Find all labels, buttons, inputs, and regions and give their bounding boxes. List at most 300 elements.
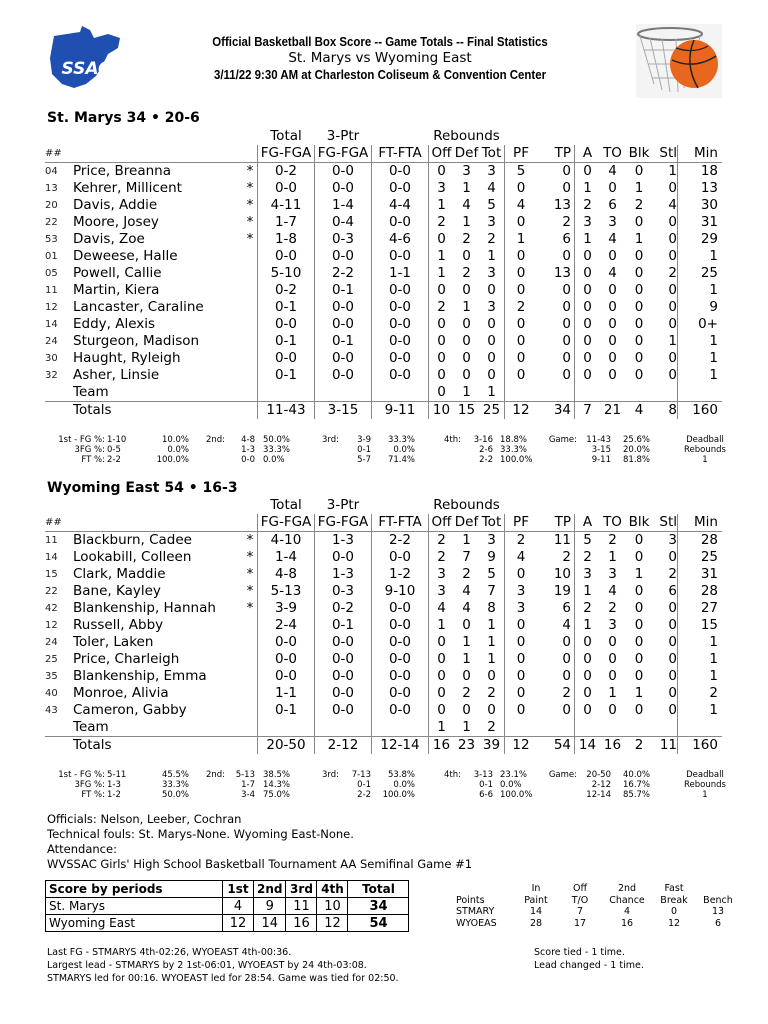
points-cell: 14 [529, 906, 543, 917]
split-value: 0.0% [263, 455, 285, 465]
points-team: STMARY [456, 906, 495, 917]
player-tot: 0 [487, 367, 496, 383]
lead-changes [534, 946, 644, 972]
player-pf: 5 [505, 163, 538, 181]
player-star [243, 299, 258, 316]
player-tp3: 0-0 [315, 668, 372, 685]
player-stl: 0 [668, 549, 677, 565]
player-star [243, 248, 258, 265]
player-name: Davis, Zoe [73, 231, 145, 247]
player-tp3: 0-2 [315, 600, 372, 617]
player-name: Deweese, Halle [73, 248, 178, 264]
player-off: 0 [429, 384, 455, 402]
score-header: 4th [317, 881, 348, 898]
column-group-header [45, 128, 73, 145]
split-value: 6-6 [479, 790, 493, 800]
split-value: 1-10 [107, 435, 127, 445]
split-value: 10.0% [161, 435, 189, 445]
column-header-no: ## [45, 514, 73, 532]
player-off: 2 [429, 532, 455, 550]
player-fg: 0-0 [258, 350, 315, 367]
player-row [45, 685, 722, 702]
player-a: 0 [575, 367, 601, 384]
player-name: Blankenship, Hannah [73, 600, 216, 616]
player-a: 2 [575, 197, 601, 214]
player-pf: 0 [505, 617, 538, 634]
split-value: 0-0 [241, 455, 255, 465]
player-def: 1 [462, 214, 471, 230]
score-header: 1st [223, 881, 254, 898]
totals-tot: 25 [479, 402, 505, 420]
player-blk: 0 [634, 668, 644, 684]
player-pf: 3 [505, 583, 538, 600]
column-header-pf: PF [505, 514, 538, 532]
player-a: 0 [575, 333, 601, 350]
points-cell: 4 [623, 906, 631, 917]
player-tp: 13 [553, 265, 571, 281]
player-def: 0 [462, 617, 471, 633]
player-blk: 0 [634, 282, 644, 298]
player-tp: 0 [562, 634, 571, 650]
box-score-table [45, 128, 722, 419]
totals-min: 160 [678, 402, 723, 420]
split-value: 3-9 [357, 435, 371, 445]
player-ft: 0-0 [372, 651, 429, 668]
totals-no [45, 737, 73, 755]
player-tot: 1 [487, 617, 496, 633]
points-head [696, 883, 740, 895]
player-ft: 0-0 [372, 163, 429, 181]
player-stl: 0 [668, 214, 677, 230]
player-stl: 0 [668, 316, 677, 332]
split-value: 7-13 [351, 770, 371, 780]
player-to [600, 719, 625, 737]
player-a: 1 [575, 180, 601, 197]
column-header-ft: FT-FTA [372, 145, 429, 163]
player-pf: 4 [505, 197, 538, 214]
player-blk: 0 [634, 333, 644, 349]
technical-fouls: Technical fouls: St. Marys-None. Wyoming East-None. [47, 827, 354, 841]
score-total: 54 [348, 915, 409, 932]
player-a: 0 [575, 316, 601, 333]
player-tp: 2 [562, 214, 571, 230]
player-pf [505, 719, 538, 737]
player-fg: 4-10 [258, 532, 315, 550]
report-title: Official Basketball Box Score -- Game Totals -- Final Statistics [212, 34, 548, 49]
player-no: 12 [45, 620, 58, 631]
player-row [45, 265, 722, 282]
totals-off: 10 [429, 402, 455, 420]
split-value: 45.5% [161, 770, 189, 780]
ssac-logo [46, 24, 126, 92]
player-no: 11 [45, 535, 58, 546]
column-header-tot: Tot [479, 145, 505, 163]
player-tp3: 0-0 [315, 367, 372, 384]
player-star: * [246, 532, 254, 548]
score-tied: Score tied - 1 time. [534, 947, 625, 958]
player-tot: 0 [487, 333, 496, 349]
player-to: 0 [608, 634, 617, 650]
player-stl: 0 [668, 231, 677, 247]
split-value: 25.6% [623, 435, 651, 445]
player-pf: 0 [505, 248, 538, 265]
score-header: 2nd [254, 881, 286, 898]
player-no [45, 384, 73, 402]
player-tp [537, 384, 575, 402]
player-ft: 0-0 [372, 350, 429, 367]
player-pf: 0 [505, 367, 538, 384]
split-value: 1 [702, 790, 708, 800]
player-row [45, 316, 722, 333]
player-tot: 0 [487, 282, 496, 298]
player-to: 0 [608, 367, 617, 383]
split-value: 0-1 [357, 780, 371, 790]
column-header-fg: FG-FGA [258, 145, 315, 163]
split-value: 1st - FG %: [58, 435, 105, 445]
split-value: 1st - FG %: [58, 770, 105, 780]
player-blk: 0 [634, 617, 644, 633]
player-no [45, 719, 73, 737]
split-value: 53.8% [387, 770, 415, 780]
totals-stl: 8 [653, 402, 678, 420]
column-group-header [73, 128, 243, 145]
column-header-ft: FT-FTA [372, 514, 429, 532]
split-value: 3rd: [321, 770, 339, 780]
split-value: 0-1 [479, 780, 493, 790]
player-def: 4 [462, 197, 471, 213]
points-head: Paint [524, 894, 548, 906]
player-no: 53 [45, 234, 58, 245]
score-cell: 12 [223, 915, 254, 932]
column-group-header [45, 497, 73, 514]
points-breakdown [456, 883, 740, 929]
game-description: WVSSAC Girls' High School Basketball Tournament AA Semifinal Game #1 [47, 857, 473, 871]
player-to: 4 [608, 265, 617, 281]
team-title: St. Marys 34 • 20-6 [47, 110, 200, 126]
player-off: 1 [429, 248, 455, 265]
split-value: 75.0% [263, 790, 291, 800]
player-tot: 3 [487, 265, 496, 281]
player-star: * [246, 163, 254, 179]
basketball-net-icon [636, 24, 722, 98]
column-header-stl: Stl [653, 514, 678, 532]
points-head: Points [456, 894, 485, 906]
player-blk: 0 [634, 367, 644, 383]
player-ft: 0-0 [372, 685, 429, 702]
player-fg: 0-2 [258, 282, 315, 299]
player-star: * [246, 180, 254, 196]
player-blk: 0 [634, 248, 644, 264]
player-blk: 0 [634, 265, 644, 281]
totals-to: 16 [600, 737, 625, 755]
player-fg: 1-1 [258, 685, 315, 702]
player-pf: 0 [505, 702, 538, 719]
score-team: Wyoming East [46, 915, 223, 932]
column-header-def: Def [454, 145, 479, 161]
player-blk: 0 [634, 316, 644, 332]
player-tot: 3 [487, 163, 496, 179]
split-value: 0.0% [393, 445, 415, 455]
player-stl: 0 [668, 702, 677, 718]
column-header-name [73, 145, 243, 163]
column-group-header [73, 497, 243, 514]
last-fg: Last FG - STMARYS 4th-02:26, WYOEAST 4th-00:36. [47, 947, 292, 958]
player-to: 1 [608, 685, 617, 701]
player-star [243, 384, 258, 402]
player-off: 0 [429, 702, 455, 719]
player-no: 24 [45, 336, 58, 347]
logo-text: SSAC [61, 59, 111, 79]
player-def: 1 [462, 180, 471, 196]
player-no: 30 [45, 353, 58, 364]
player-min: 18 [678, 163, 723, 181]
totals-ft: 9-11 [372, 402, 429, 420]
player-tp3: 0-0 [315, 685, 372, 702]
score-cell: 14 [254, 915, 286, 932]
player-ft: 0-0 [372, 333, 429, 350]
score-header: Score by periods [46, 881, 223, 898]
largest-lead: Largest lead - STMARYS by 2 1st-06:01, WYOEAST by 24 4th-03:08. [47, 960, 367, 971]
player-name: Davis, Addie [73, 197, 158, 213]
player-no: 01 [45, 251, 58, 262]
player-a: 5 [575, 532, 601, 550]
split-value: 1 [702, 455, 708, 465]
totals-stl: 11 [653, 737, 678, 755]
split-value: Deadball [686, 435, 724, 445]
split-value: 100.0% [382, 790, 415, 800]
player-row [45, 532, 722, 550]
player-tp3: 1-3 [315, 566, 372, 583]
player-no: 24 [45, 637, 58, 648]
player-min: 13 [678, 180, 723, 197]
report-header [0, 22, 768, 102]
totals-blk: 2 [625, 737, 653, 755]
column-header-a: A [575, 514, 601, 532]
split-value: 100.0% [500, 455, 533, 465]
column-header-off: Off [429, 145, 455, 163]
player-to: 4 [608, 231, 617, 247]
player-stl: 2 [668, 265, 677, 281]
player-name: Blackburn, Cadee [73, 532, 192, 548]
player-to: 0 [608, 316, 617, 332]
player-tp: 0 [562, 180, 571, 196]
player-off: 2 [429, 549, 455, 566]
player-off: 3 [429, 583, 455, 600]
split-value: 5-11 [107, 770, 127, 780]
player-def: 1 [462, 719, 471, 735]
split-value: 18.8% [500, 435, 528, 445]
column-group-spacer [505, 497, 723, 514]
player-a: 0 [575, 668, 601, 685]
column-header-def: Def [454, 514, 479, 530]
split-value: 0.0% [393, 780, 415, 790]
split-value: 16.7% [623, 780, 651, 790]
split-value: 50.0% [161, 790, 189, 800]
player-tp3: 0-0 [315, 248, 372, 265]
player-star: * [246, 583, 254, 599]
player-a: 0 [575, 634, 601, 651]
column-header-a: A [575, 145, 601, 163]
player-tot: 5 [487, 566, 496, 582]
points-head: Off [572, 883, 588, 894]
player-to: 0 [608, 668, 617, 684]
player-def: 7 [462, 549, 471, 565]
totals-a: 14 [575, 737, 601, 755]
player-pf: 2 [505, 299, 538, 316]
player-min: 29 [678, 231, 723, 248]
player-to: 1 [608, 549, 617, 565]
player-ft: 4-4 [372, 197, 429, 214]
player-star: * [246, 214, 254, 230]
player-def: 4 [462, 583, 471, 599]
player-tot: 3 [487, 299, 496, 315]
player-stl: 0 [668, 282, 677, 298]
player-min: 31 [678, 214, 723, 231]
player-name: Price, Breanna [73, 163, 171, 179]
player-star: * [246, 549, 254, 565]
player-name: Cameron, Gabby [73, 702, 187, 718]
player-star [243, 651, 258, 668]
split-value: 3-16 [473, 435, 493, 445]
player-blk: 0 [634, 549, 644, 565]
player-star: * [246, 197, 254, 213]
split-value: Rebounds [684, 445, 726, 455]
player-to [600, 384, 625, 402]
player-def: 0 [462, 316, 471, 332]
player-stl: 0 [668, 668, 677, 684]
points-head: 2nd [617, 883, 637, 894]
player-blk: 1 [634, 685, 644, 701]
player-a: 1 [575, 617, 601, 634]
player-fg: 0-0 [258, 634, 315, 651]
player-stl: 0 [668, 180, 677, 196]
player-star [243, 719, 258, 737]
points-head: In [531, 883, 541, 894]
split-value: 0-1 [357, 445, 371, 455]
points-team: WYOEAS [456, 917, 497, 929]
game-notes [47, 946, 399, 985]
player-tp: 0 [562, 163, 571, 179]
player-tp3: 0-0 [315, 549, 372, 566]
player-ft: 0-0 [372, 617, 429, 634]
player-ft: 0-0 [372, 549, 429, 566]
player-no: 11 [45, 285, 58, 296]
player-tp: 10 [553, 566, 571, 582]
player-to: 2 [608, 600, 617, 616]
player-a [575, 719, 601, 737]
player-pf: 0 [505, 651, 538, 668]
points-cell: 28 [529, 917, 543, 929]
column-group-header [372, 128, 429, 145]
player-tp3: 0-1 [315, 617, 372, 634]
player-star [243, 668, 258, 685]
player-fg: 4-11 [258, 197, 315, 214]
player-name: Lookabill, Colleen [73, 549, 192, 565]
player-a: 2 [575, 549, 601, 566]
player-tp3: 0-0 [315, 702, 372, 719]
player-stl: 0 [668, 685, 677, 701]
player-star [243, 617, 258, 634]
split-value: 2-6 [479, 445, 493, 455]
player-off: 1 [429, 197, 455, 214]
split-value: 4-8 [241, 435, 255, 445]
player-tp3: 0-4 [315, 214, 372, 231]
player-blk: 0 [634, 600, 644, 616]
player-def: 1 [462, 384, 471, 400]
player-no: 04 [45, 166, 58, 177]
player-tot: 9 [487, 549, 496, 565]
totals-fg: 20-50 [258, 737, 315, 755]
player-tot: 4 [487, 180, 496, 196]
player-tp3: 0-0 [315, 634, 372, 651]
player-blk [625, 384, 653, 402]
player-tp3: 0-3 [315, 231, 372, 248]
points-head: Chance [609, 894, 645, 906]
player-fg: 0-0 [258, 316, 315, 333]
player-no: 22 [45, 586, 58, 597]
split-value: 1-2 [107, 790, 121, 800]
totals-tp3: 2-12 [315, 737, 372, 755]
split-value: 85.7% [623, 790, 651, 800]
player-to: 3 [608, 214, 617, 230]
player-min: 1 [678, 367, 723, 384]
player-name: Martin, Kiera [73, 282, 160, 298]
split-value: 3rd: [321, 435, 339, 445]
player-name: Monroe, Alivia [73, 685, 169, 701]
split-value: 71.4% [387, 455, 415, 465]
player-tp: 0 [562, 248, 571, 264]
split-value: 2-2 [107, 455, 121, 465]
player-name: Price, Charleigh [73, 651, 180, 667]
player-tot: 5 [487, 197, 496, 213]
score-header: 3rd [286, 881, 317, 898]
totals-to: 21 [600, 402, 625, 420]
player-ft: 1-2 [372, 566, 429, 583]
player-stl [653, 384, 678, 402]
player-min: 1 [678, 350, 723, 367]
totals-pf: 12 [505, 402, 538, 420]
player-pf: 1 [505, 231, 538, 248]
player-def: 2 [462, 685, 471, 701]
player-tp3: 2-2 [315, 265, 372, 282]
player-tp3: 1-3 [315, 532, 372, 550]
totals-off: 16 [429, 737, 455, 755]
player-blk: 0 [634, 163, 644, 179]
player-row [45, 197, 722, 214]
split-value: 11-43 [586, 435, 611, 445]
player-a: 0 [575, 685, 601, 702]
column-header-star [243, 145, 258, 163]
score-total: 34 [348, 898, 409, 915]
player-ft: 0-0 [372, 702, 429, 719]
split-value: 1-3 [241, 445, 255, 455]
player-name: Russell, Abby [73, 617, 164, 633]
player-star [243, 265, 258, 282]
player-ft: 0-0 [372, 299, 429, 316]
player-ft [372, 719, 429, 737]
points-cell: 13 [711, 906, 725, 917]
player-blk [625, 719, 653, 737]
column-header-pf: PF [505, 145, 538, 163]
split-value: 81.8% [623, 455, 651, 465]
player-min: 1 [678, 634, 723, 651]
totals-name: Totals [73, 737, 243, 755]
column-header-fg: FG-FGA [258, 514, 315, 532]
split-value: 2-2 [479, 455, 493, 465]
player-row [45, 214, 722, 231]
player-row [45, 668, 722, 685]
player-name: Kehrer, Millicent [73, 180, 182, 196]
